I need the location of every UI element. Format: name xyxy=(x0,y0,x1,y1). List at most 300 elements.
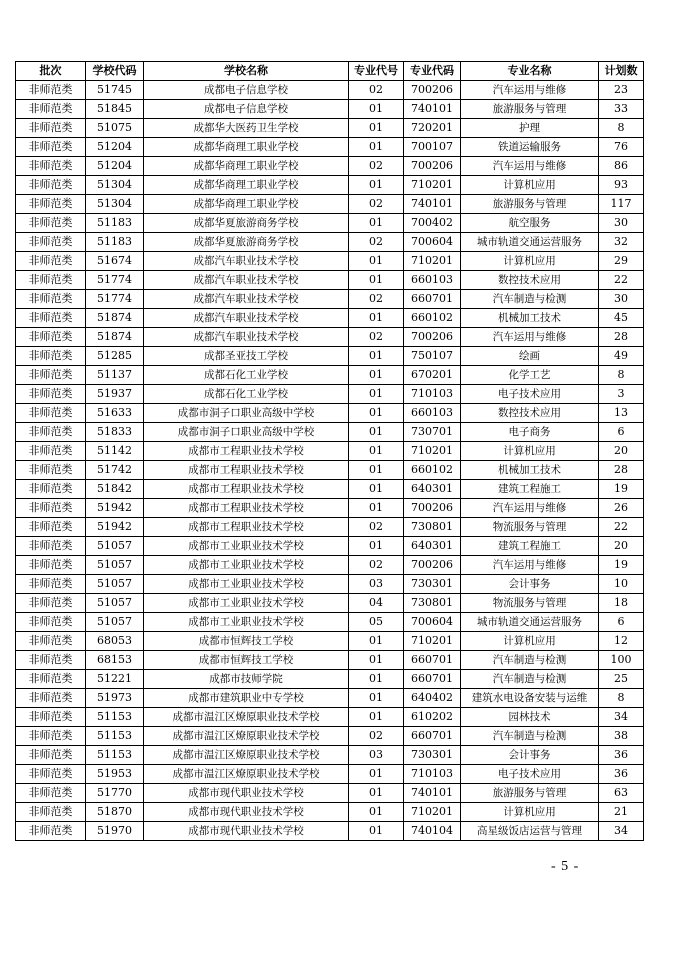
cell-school-code: 51774 xyxy=(86,271,144,290)
cell-major-name: 汽车制造与检测 xyxy=(461,727,599,746)
cell-major-code: 700604 xyxy=(404,233,461,252)
cell-major-number: 01 xyxy=(349,480,404,499)
cell-major-name: 计算机应用 xyxy=(461,803,599,822)
table-row xyxy=(16,480,644,499)
cell-school-name: 成都汽车职业技术学校 xyxy=(144,328,349,347)
cell-major-code: 710103 xyxy=(404,385,461,404)
header-school-code: 学校代码 xyxy=(86,62,144,81)
cell-major-code: 660103 xyxy=(404,404,461,423)
cell-school-name: 成都市工业职业技术学校 xyxy=(144,594,349,613)
cell-major-name: 机械加工技术 xyxy=(461,461,599,480)
table-row xyxy=(16,81,644,100)
cell-school-code: 51633 xyxy=(86,404,144,423)
cell-major-name: 计算机应用 xyxy=(461,442,599,461)
cell-major-number: 01 xyxy=(349,347,404,366)
cell-major-code: 750107 xyxy=(404,347,461,366)
cell-school-code: 51183 xyxy=(86,214,144,233)
cell-school-code: 51942 xyxy=(86,499,144,518)
cell-major-number: 02 xyxy=(349,290,404,309)
cell-major-name: 园林技术 xyxy=(461,708,599,727)
cell-batch: 非师范类 xyxy=(16,784,86,803)
cell-school-code: 51937 xyxy=(86,385,144,404)
table-row xyxy=(16,252,644,271)
cell-school-code: 51285 xyxy=(86,347,144,366)
cell-plan-count: 28 xyxy=(599,328,644,347)
cell-plan-count: 45 xyxy=(599,309,644,328)
table-row xyxy=(16,423,644,442)
cell-school-code: 51674 xyxy=(86,252,144,271)
table-row xyxy=(16,537,644,556)
cell-school-name: 成都市工程职业技术学校 xyxy=(144,499,349,518)
cell-major-number: 01 xyxy=(349,423,404,442)
cell-major-code: 710103 xyxy=(404,765,461,784)
cell-major-number: 01 xyxy=(349,214,404,233)
cell-school-code: 51973 xyxy=(86,689,144,708)
cell-plan-count: 18 xyxy=(599,594,644,613)
table-row xyxy=(16,385,644,404)
cell-school-code: 51833 xyxy=(86,423,144,442)
cell-major-number: 01 xyxy=(349,651,404,670)
cell-batch: 非师范类 xyxy=(16,233,86,252)
table-row xyxy=(16,347,644,366)
cell-school-name: 成都市温江区燎原职业技术学校 xyxy=(144,746,349,765)
cell-major-code: 710201 xyxy=(404,442,461,461)
cell-plan-count: 26 xyxy=(599,499,644,518)
cell-batch: 非师范类 xyxy=(16,594,86,613)
cell-major-code: 640301 xyxy=(404,480,461,499)
cell-major-name: 电子技术应用 xyxy=(461,385,599,404)
cell-plan-count: 29 xyxy=(599,252,644,271)
cell-school-code: 51845 xyxy=(86,100,144,119)
cell-batch: 非师范类 xyxy=(16,271,86,290)
cell-major-number: 03 xyxy=(349,575,404,594)
cell-major-number: 01 xyxy=(349,100,404,119)
cell-major-name: 建筑工程施工 xyxy=(461,480,599,499)
cell-plan-count: 93 xyxy=(599,176,644,195)
cell-school-code: 51137 xyxy=(86,366,144,385)
table-header-row xyxy=(16,62,644,81)
cell-batch: 非师范类 xyxy=(16,252,86,271)
cell-plan-count: 25 xyxy=(599,670,644,689)
cell-school-name: 成都华商理工职业学校 xyxy=(144,138,349,157)
cell-major-code: 730701 xyxy=(404,423,461,442)
cell-major-number: 01 xyxy=(349,442,404,461)
cell-major-name: 汽车制造与检测 xyxy=(461,670,599,689)
cell-plan-count: 6 xyxy=(599,423,644,442)
cell-batch: 非师范类 xyxy=(16,708,86,727)
cell-major-name: 汽车制造与检测 xyxy=(461,651,599,670)
cell-batch: 非师范类 xyxy=(16,480,86,499)
table-row xyxy=(16,670,644,689)
cell-school-code: 51204 xyxy=(86,138,144,157)
cell-major-name: 旅游服务与管理 xyxy=(461,784,599,803)
cell-major-code: 660103 xyxy=(404,271,461,290)
cell-major-name: 化学工艺 xyxy=(461,366,599,385)
cell-major-number: 01 xyxy=(349,252,404,271)
cell-school-code: 51842 xyxy=(86,480,144,499)
cell-major-number: 02 xyxy=(349,157,404,176)
table-row xyxy=(16,803,644,822)
cell-school-name: 成都市工程职业技术学校 xyxy=(144,480,349,499)
cell-school-name: 成都市工程职业技术学校 xyxy=(144,518,349,537)
cell-major-number: 01 xyxy=(349,537,404,556)
cell-school-code: 51953 xyxy=(86,765,144,784)
cell-batch: 非师范类 xyxy=(16,575,86,594)
cell-plan-count: 34 xyxy=(599,822,644,841)
table-row xyxy=(16,594,644,613)
cell-major-number: 01 xyxy=(349,708,404,727)
cell-major-code: 640402 xyxy=(404,689,461,708)
cell-school-code: 51153 xyxy=(86,708,144,727)
cell-batch: 非师范类 xyxy=(16,670,86,689)
cell-school-name: 成都市工程职业技术学校 xyxy=(144,461,349,480)
cell-school-name: 成都华大医药卫生学校 xyxy=(144,119,349,138)
cell-major-code: 700206 xyxy=(404,328,461,347)
cell-major-name: 计算机应用 xyxy=(461,252,599,271)
cell-major-number: 03 xyxy=(349,746,404,765)
cell-school-name: 成都市现代职业技术学校 xyxy=(144,784,349,803)
cell-school-name: 成都市恒辉技工学校 xyxy=(144,632,349,651)
cell-major-code: 670201 xyxy=(404,366,461,385)
cell-school-code: 51057 xyxy=(86,537,144,556)
cell-school-code: 51153 xyxy=(86,727,144,746)
cell-plan-count: 76 xyxy=(599,138,644,157)
cell-plan-count: 30 xyxy=(599,214,644,233)
cell-school-code: 68153 xyxy=(86,651,144,670)
table-row xyxy=(16,328,644,347)
table-row xyxy=(16,556,644,575)
cell-plan-count: 6 xyxy=(599,613,644,632)
cell-major-code: 700206 xyxy=(404,556,461,575)
table-row xyxy=(16,632,644,651)
admission-plan-table xyxy=(15,61,644,841)
table-row xyxy=(16,195,644,214)
table-row xyxy=(16,746,644,765)
cell-major-code: 660102 xyxy=(404,309,461,328)
cell-batch: 非师范类 xyxy=(16,461,86,480)
cell-school-name: 成都市工业职业技术学校 xyxy=(144,556,349,575)
cell-plan-count: 34 xyxy=(599,708,644,727)
cell-batch: 非师范类 xyxy=(16,328,86,347)
cell-major-name: 电子技术应用 xyxy=(461,765,599,784)
table-row xyxy=(16,233,644,252)
cell-school-code: 51142 xyxy=(86,442,144,461)
cell-major-number: 02 xyxy=(349,556,404,575)
cell-major-code: 710201 xyxy=(404,176,461,195)
cell-batch: 非师范类 xyxy=(16,423,86,442)
cell-batch: 非师范类 xyxy=(16,100,86,119)
cell-major-number: 01 xyxy=(349,784,404,803)
cell-school-code: 51057 xyxy=(86,613,144,632)
cell-school-name: 成都市技师学院 xyxy=(144,670,349,689)
cell-school-name: 成都华夏旅游商务学校 xyxy=(144,214,349,233)
cell-major-number: 01 xyxy=(349,385,404,404)
table-row xyxy=(16,176,644,195)
cell-batch: 非师范类 xyxy=(16,537,86,556)
cell-school-code: 51153 xyxy=(86,746,144,765)
cell-batch: 非师范类 xyxy=(16,613,86,632)
cell-school-code: 51874 xyxy=(86,309,144,328)
cell-major-code: 660701 xyxy=(404,670,461,689)
cell-batch: 非师范类 xyxy=(16,119,86,138)
cell-school-name: 成都华商理工职业学校 xyxy=(144,176,349,195)
cell-major-number: 02 xyxy=(349,233,404,252)
cell-major-name: 铁道运输服务 xyxy=(461,138,599,157)
cell-major-name: 机械加工技术 xyxy=(461,309,599,328)
cell-major-number: 01 xyxy=(349,632,404,651)
table-row xyxy=(16,708,644,727)
table-row xyxy=(16,442,644,461)
cell-major-number: 02 xyxy=(349,518,404,537)
cell-plan-count: 23 xyxy=(599,81,644,100)
cell-plan-count: 12 xyxy=(599,632,644,651)
cell-school-name: 成都市工业职业技术学校 xyxy=(144,575,349,594)
cell-school-code: 51304 xyxy=(86,176,144,195)
cell-school-code: 51183 xyxy=(86,233,144,252)
table-row xyxy=(16,119,644,138)
cell-major-code: 730801 xyxy=(404,518,461,537)
cell-school-code: 51870 xyxy=(86,803,144,822)
table-row xyxy=(16,575,644,594)
cell-batch: 非师范类 xyxy=(16,214,86,233)
cell-school-name: 成都电子信息学校 xyxy=(144,100,349,119)
cell-school-name: 成都市现代职业技术学校 xyxy=(144,822,349,841)
cell-major-name: 护理 xyxy=(461,119,599,138)
cell-major-number: 01 xyxy=(349,461,404,480)
cell-school-name: 成都汽车职业技术学校 xyxy=(144,252,349,271)
cell-plan-count: 10 xyxy=(599,575,644,594)
table-row xyxy=(16,366,644,385)
cell-major-number: 01 xyxy=(349,366,404,385)
cell-plan-count: 100 xyxy=(599,651,644,670)
table-row xyxy=(16,271,644,290)
table-row xyxy=(16,613,644,632)
table-row xyxy=(16,727,644,746)
table-row xyxy=(16,461,644,480)
cell-batch: 非师范类 xyxy=(16,366,86,385)
cell-major-code: 700206 xyxy=(404,157,461,176)
cell-major-number: 01 xyxy=(349,803,404,822)
cell-batch: 非师范类 xyxy=(16,765,86,784)
cell-school-code: 51075 xyxy=(86,119,144,138)
cell-batch: 非师范类 xyxy=(16,385,86,404)
cell-plan-count: 3 xyxy=(599,385,644,404)
page-number: - 5 - xyxy=(551,859,580,874)
cell-batch: 非师范类 xyxy=(16,176,86,195)
cell-school-code: 51874 xyxy=(86,328,144,347)
cell-school-name: 成都市恒辉技工学校 xyxy=(144,651,349,670)
cell-school-code: 51204 xyxy=(86,157,144,176)
cell-school-code: 51770 xyxy=(86,784,144,803)
cell-school-name: 成都市温江区燎原职业技术学校 xyxy=(144,727,349,746)
cell-school-name: 成都市洞子口职业高级中学校 xyxy=(144,423,349,442)
cell-plan-count: 22 xyxy=(599,271,644,290)
cell-plan-count: 21 xyxy=(599,803,644,822)
cell-plan-count: 13 xyxy=(599,404,644,423)
cell-major-number: 04 xyxy=(349,594,404,613)
cell-major-code: 740101 xyxy=(404,100,461,119)
cell-major-name: 城市轨道交通运营服务 xyxy=(461,613,599,632)
table-row xyxy=(16,822,644,841)
table-row xyxy=(16,651,644,670)
table-row xyxy=(16,157,644,176)
cell-major-number: 01 xyxy=(349,499,404,518)
cell-batch: 非师范类 xyxy=(16,309,86,328)
cell-school-name: 成都汽车职业技术学校 xyxy=(144,271,349,290)
cell-major-code: 730301 xyxy=(404,746,461,765)
cell-major-number: 01 xyxy=(349,271,404,290)
cell-major-name: 数控技术应用 xyxy=(461,404,599,423)
cell-major-code: 660701 xyxy=(404,651,461,670)
header-major-code: 专业代码 xyxy=(404,62,461,81)
cell-major-number: 01 xyxy=(349,404,404,423)
cell-school-name: 成都市现代职业技术学校 xyxy=(144,803,349,822)
cell-school-code: 51742 xyxy=(86,461,144,480)
cell-major-code: 660701 xyxy=(404,727,461,746)
cell-school-name: 成都汽车职业技术学校 xyxy=(144,290,349,309)
cell-major-code: 700206 xyxy=(404,81,461,100)
cell-plan-count: 63 xyxy=(599,784,644,803)
cell-major-number: 01 xyxy=(349,309,404,328)
table-row xyxy=(16,100,644,119)
cell-plan-count: 49 xyxy=(599,347,644,366)
cell-major-number: 01 xyxy=(349,176,404,195)
cell-plan-count: 8 xyxy=(599,119,644,138)
cell-major-name: 汽车运用与维修 xyxy=(461,157,599,176)
cell-major-number: 01 xyxy=(349,670,404,689)
cell-plan-count: 20 xyxy=(599,442,644,461)
cell-major-code: 740101 xyxy=(404,195,461,214)
cell-major-name: 物流服务与管理 xyxy=(461,518,599,537)
table-row xyxy=(16,689,644,708)
cell-batch: 非师范类 xyxy=(16,81,86,100)
table-row xyxy=(16,214,644,233)
cell-major-name: 航空服务 xyxy=(461,214,599,233)
cell-major-name: 旅游服务与管理 xyxy=(461,100,599,119)
header-major-number: 专业代号 xyxy=(349,62,404,81)
cell-major-code: 720201 xyxy=(404,119,461,138)
cell-major-number: 01 xyxy=(349,765,404,784)
cell-plan-count: 32 xyxy=(599,233,644,252)
cell-school-name: 成都市洞子口职业高级中学校 xyxy=(144,404,349,423)
table-row xyxy=(16,499,644,518)
cell-major-name: 旅游服务与管理 xyxy=(461,195,599,214)
cell-school-code: 51942 xyxy=(86,518,144,537)
table-row xyxy=(16,290,644,309)
cell-school-name: 成都石化工业学校 xyxy=(144,366,349,385)
cell-batch: 非师范类 xyxy=(16,499,86,518)
cell-major-code: 700206 xyxy=(404,499,461,518)
cell-batch: 非师范类 xyxy=(16,822,86,841)
table-row xyxy=(16,404,644,423)
cell-school-name: 成都华夏旅游商务学校 xyxy=(144,233,349,252)
cell-school-name: 成都市工程职业技术学校 xyxy=(144,442,349,461)
cell-major-number: 01 xyxy=(349,822,404,841)
cell-plan-count: 20 xyxy=(599,537,644,556)
cell-major-name: 会计事务 xyxy=(461,746,599,765)
cell-school-name: 成都电子信息学校 xyxy=(144,81,349,100)
cell-school-code: 68053 xyxy=(86,632,144,651)
cell-major-number: 05 xyxy=(349,613,404,632)
cell-batch: 非师范类 xyxy=(16,651,86,670)
cell-batch: 非师范类 xyxy=(16,689,86,708)
cell-school-code: 51304 xyxy=(86,195,144,214)
cell-major-name: 建筑工程施工 xyxy=(461,537,599,556)
cell-school-code: 51057 xyxy=(86,556,144,575)
cell-major-code: 710201 xyxy=(404,252,461,271)
cell-major-name: 计算机应用 xyxy=(461,176,599,195)
cell-major-name: 汽车运用与维修 xyxy=(461,499,599,518)
cell-school-code: 51221 xyxy=(86,670,144,689)
cell-school-code: 51057 xyxy=(86,594,144,613)
cell-plan-count: 19 xyxy=(599,480,644,499)
cell-plan-count: 22 xyxy=(599,518,644,537)
cell-major-number: 02 xyxy=(349,328,404,347)
cell-school-name: 成都市工业职业技术学校 xyxy=(144,537,349,556)
cell-major-number: 01 xyxy=(349,689,404,708)
cell-batch: 非师范类 xyxy=(16,518,86,537)
cell-major-code: 640301 xyxy=(404,537,461,556)
cell-school-name: 成都市温江区燎原职业技术学校 xyxy=(144,708,349,727)
cell-batch: 非师范类 xyxy=(16,157,86,176)
table-row xyxy=(16,309,644,328)
cell-school-name: 成都华商理工职业学校 xyxy=(144,195,349,214)
cell-major-code: 610202 xyxy=(404,708,461,727)
cell-major-number: 01 xyxy=(349,119,404,138)
cell-major-code: 710201 xyxy=(404,803,461,822)
cell-major-name: 汽车制造与检测 xyxy=(461,290,599,309)
table-row xyxy=(16,765,644,784)
cell-batch: 非师范类 xyxy=(16,556,86,575)
cell-major-name: 绘画 xyxy=(461,347,599,366)
cell-major-name: 汽车运用与维修 xyxy=(461,556,599,575)
cell-batch: 非师范类 xyxy=(16,727,86,746)
cell-major-code: 700107 xyxy=(404,138,461,157)
cell-major-code: 660701 xyxy=(404,290,461,309)
cell-major-name: 高星级饭店运营与管理 xyxy=(461,822,599,841)
cell-major-number: 02 xyxy=(349,727,404,746)
header-plan-count: 计划数 xyxy=(599,62,644,81)
cell-major-number: 02 xyxy=(349,81,404,100)
table-row xyxy=(16,784,644,803)
cell-school-name: 成都华商理工职业学校 xyxy=(144,157,349,176)
cell-major-name: 会计事务 xyxy=(461,575,599,594)
cell-major-name: 城市轨道交通运营服务 xyxy=(461,233,599,252)
cell-major-name: 数控技术应用 xyxy=(461,271,599,290)
cell-plan-count: 36 xyxy=(599,765,644,784)
cell-plan-count: 86 xyxy=(599,157,644,176)
cell-plan-count: 33 xyxy=(599,100,644,119)
cell-plan-count: 30 xyxy=(599,290,644,309)
cell-school-name: 成都汽车职业技术学校 xyxy=(144,309,349,328)
cell-major-code: 730801 xyxy=(404,594,461,613)
cell-major-code: 660102 xyxy=(404,461,461,480)
cell-school-name: 成都市温江区燎原职业技术学校 xyxy=(144,765,349,784)
cell-major-code: 710201 xyxy=(404,632,461,651)
cell-school-name: 成都圣亚技工学校 xyxy=(144,347,349,366)
cell-school-name: 成都市工业职业技术学校 xyxy=(144,613,349,632)
cell-major-name: 物流服务与管理 xyxy=(461,594,599,613)
cell-major-code: 700402 xyxy=(404,214,461,233)
cell-plan-count: 19 xyxy=(599,556,644,575)
cell-batch: 非师范类 xyxy=(16,138,86,157)
cell-major-name: 汽车运用与维修 xyxy=(461,328,599,347)
cell-major-code: 700604 xyxy=(404,613,461,632)
cell-major-name: 计算机应用 xyxy=(461,632,599,651)
cell-plan-count: 36 xyxy=(599,746,644,765)
cell-major-code: 740104 xyxy=(404,822,461,841)
cell-school-code: 51745 xyxy=(86,81,144,100)
